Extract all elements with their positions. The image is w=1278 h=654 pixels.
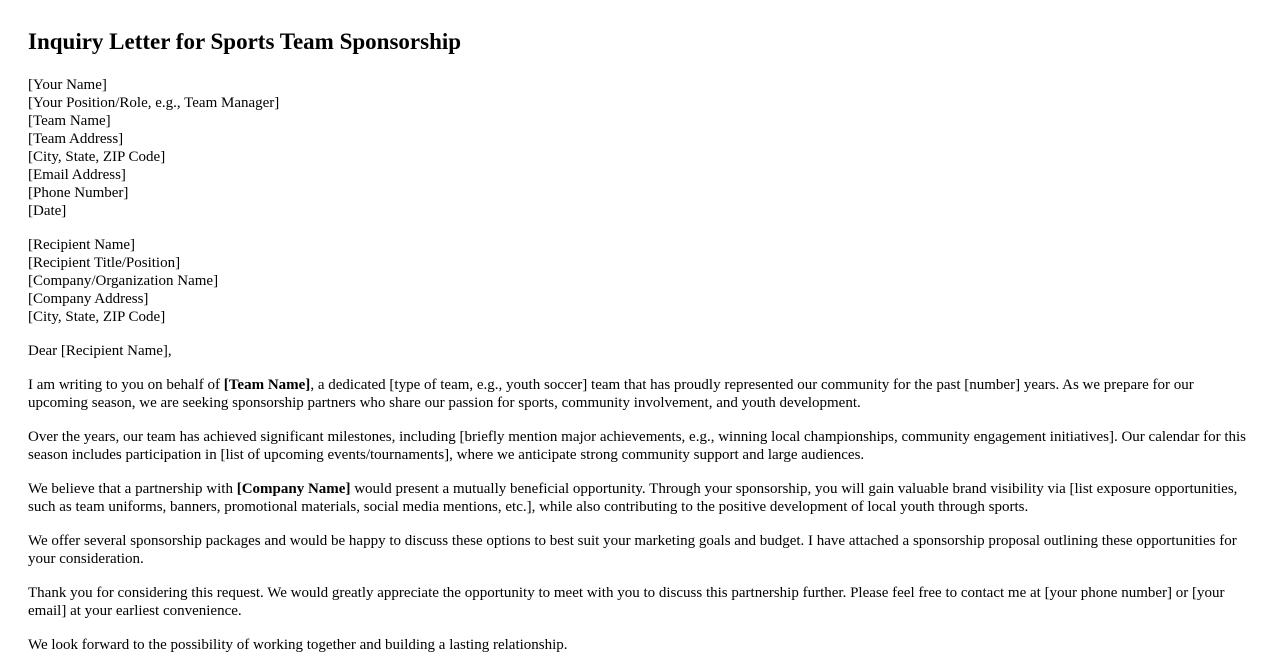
- salutation: Dear [Recipient Name],: [28, 343, 172, 359]
- recipient-name: [Recipient Name]: [28, 237, 136, 253]
- sender-address-block: [28, 76, 1250, 220]
- paragraph-intro: [28, 376, 1250, 412]
- sender-team-name: [Team Name]: [28, 113, 111, 129]
- recipient-company-address: [Company Address]: [28, 291, 149, 307]
- paragraph-intro-rest: , a dedicated [type of team, e.g., youth soccer] team that has proudly represented our community for the past [number] years. As we prepare for our upcoming season, we are seeking sponsorship partners who share our passion for sports, community involvement, and youth development.: [28, 377, 1194, 411]
- paragraph-achievements: Over the years, our team has achieved significant milestones, including [briefly mention major achievements, e.g., winning local championships, community engagement initiatives]. Our calendar for this season includes participation in [list of upcoming events/tournaments], where we anticipate strong community support and large audiences.: [28, 429, 1246, 463]
- sender-phone: [Phone Number]: [28, 185, 129, 201]
- recipient-title: [Recipient Title/Position]: [28, 255, 181, 271]
- sender-position: [Your Position/Role, e.g., Team Manager]: [28, 95, 280, 111]
- paragraph-partnership: [28, 480, 1250, 516]
- letter-date: [Date]: [28, 203, 67, 219]
- company-name-placeholder: [Company Name]: [236, 481, 351, 497]
- letter-title: Inquiry Letter for Sports Team Sponsorship: [28, 29, 462, 54]
- sender-city-state-zip: [City, State, ZIP Code]: [28, 149, 166, 165]
- paragraph-partnership-rest: would present a mutually beneficial opportunity. Through your sponsorship, you will gain valuable brand visibility via [list exposure opportunities, such as team uniforms, banners, promotional materials, social media mentions, etc.], while also contributing to the positive development of local youth through sports.: [28, 481, 1238, 515]
- recipient-address-block: [28, 236, 1250, 326]
- recipient-city-state-zip: [City, State, ZIP Code]: [28, 309, 166, 325]
- sender-email: [Email Address]: [28, 167, 126, 183]
- sender-team-address: [Team Address]: [28, 131, 124, 147]
- paragraph-partnership-start: We believe that a partnership with: [28, 481, 237, 497]
- paragraph-thanks: Thank you for considering this request. We would greatly appreciate the opportunity to meet with you to discuss this partnership further. Please feel free to contact me at [your phone number] or [your email] at your earliest convenience.: [28, 585, 1225, 619]
- recipient-company: [Company/Organization Name]: [28, 273, 219, 289]
- sender-name: [Your Name]: [28, 77, 107, 93]
- paragraph-intro-start: I am writing to you on behalf of: [28, 377, 224, 393]
- paragraph-closing: We look forward to the possibility of working together and building a lasting relationship.: [28, 637, 568, 653]
- team-name-placeholder: [Team Name]: [223, 377, 311, 393]
- paragraph-packages: We offer several sponsorship packages and would be happy to discuss these options to best suit your marketing goals and budget. I have attached a sponsorship proposal outlining these opportunities for your consideration.: [28, 533, 1237, 567]
